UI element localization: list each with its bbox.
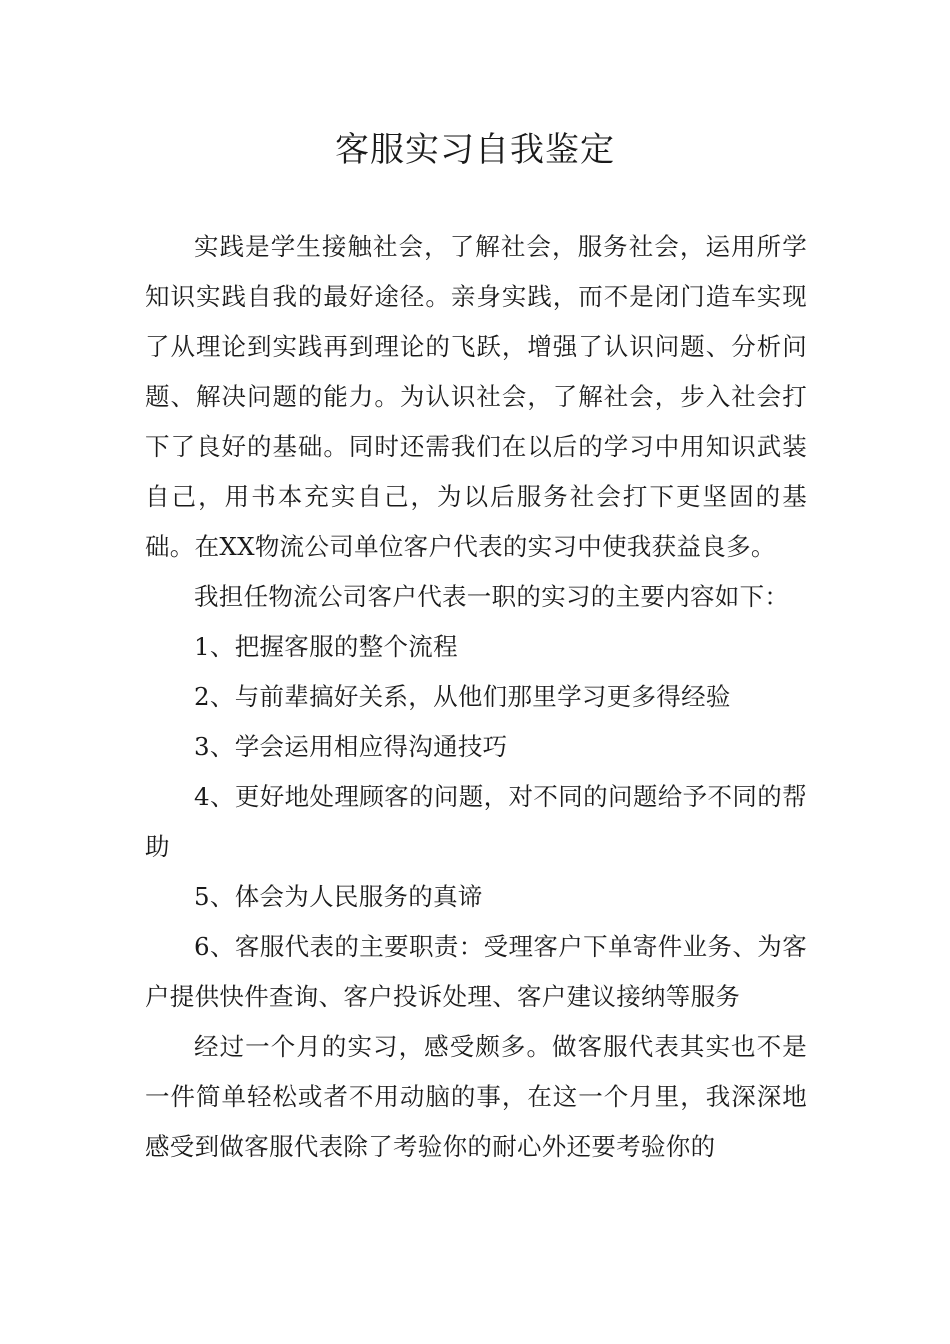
list-item: 5、体会为人民服务的真谛 <box>194 882 483 911</box>
list-item: 2、与前辈搞好关系，从他们那里学习更多得经验 <box>194 682 731 711</box>
document-body <box>145 222 807 1172</box>
list-item: 6、客服代表的主要职责：受理客户下单寄件业务、为客户提供快件查询、客户投诉处理、客户建议接纳等服务 <box>145 932 807 1011</box>
list-item: 4、更好地处理顾客的问题，对不同的问题给予不同的帮助 <box>145 782 807 861</box>
intro-paragraph: 实践是学生接触社会，了解社会，服务社会，运用所学知识实践自我的最好途径。亲身实践，而不是闭门造车实现了从理论到实践再到理论的飞跃，增强了认识问题、分析问题、解决问题的能力。为认识社会，了解社会，步入社会打下了良好的基础。同时还需我们在以后的学习中用知识武装自己，用书本充实自己，为以后服务社会打下更坚固的基础。在XX物流公司单位客户代表的实习中使我获益良多。 <box>145 232 807 561</box>
content-intro-paragraph: 我担任物流公司客户代表一职的实习的主要内容如下： <box>194 582 790 611</box>
list-item: 3、学会运用相应得沟通技巧 <box>194 732 508 761</box>
reflection-paragraph: 经过一个月的实习，感受颇多。做客服代表其实也不是一件简单轻松或者不用动脑的事，在这一个月里，我深深地感受到做客服代表除了考验你的耐心外还要考验你的 <box>145 1032 807 1161</box>
list-item: 1、把握客服的整个流程 <box>194 632 458 661</box>
document-title: 客服实习自我鉴定 <box>335 130 615 170</box>
